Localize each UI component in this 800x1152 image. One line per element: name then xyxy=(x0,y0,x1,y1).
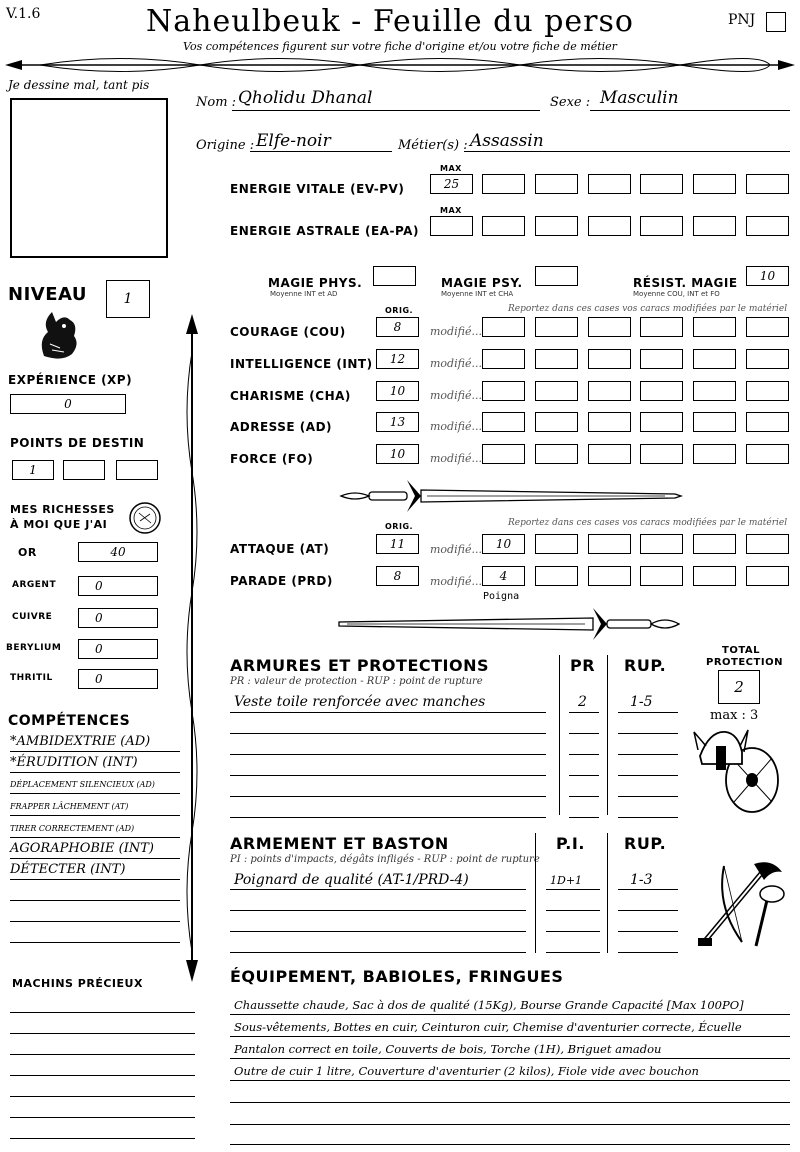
berylium-label: BERYLIUM xyxy=(6,643,62,653)
coin-icon xyxy=(128,501,162,535)
ev-value: 25 xyxy=(443,177,460,191)
xp-value: 0 xyxy=(64,397,72,411)
sword-icon xyxy=(335,478,685,514)
argent-value: 0 xyxy=(95,579,103,593)
carac-value: 8 xyxy=(393,320,402,334)
carac-mod-box[interactable] xyxy=(482,381,525,401)
resist-magie-box[interactable] xyxy=(746,266,789,286)
metier-value[interactable]: Assassin xyxy=(470,131,544,151)
arme-rup[interactable]: 1-3 xyxy=(630,872,653,888)
staff-icon xyxy=(180,312,204,984)
carac-value: 10 xyxy=(389,447,406,461)
combat-orig-box[interactable] xyxy=(376,534,419,554)
richesses-label-1: MES RICHESSES xyxy=(10,503,115,516)
equipement-line[interactable]: Pantalon correct en toile, Couverts de bois, Torche (1H), Briguet amadou xyxy=(234,1042,662,1056)
carac-mod-box[interactable] xyxy=(535,444,578,464)
carac-label: CHARISME (CHA) xyxy=(230,389,351,403)
pnj-label: PNJ xyxy=(728,12,756,28)
magie-psy-sub: Moyenne INT et CHA xyxy=(441,290,514,298)
metier-label: Métier(s) : xyxy=(398,138,468,153)
nom-label: Nom : xyxy=(196,95,237,110)
carac-value: 12 xyxy=(389,352,406,366)
argent-label: ARGENT xyxy=(12,580,57,590)
carac-orig-box[interactable] xyxy=(376,381,419,401)
combat-mod-box[interactable] xyxy=(482,534,525,554)
page-title: Naheulbeuk - Feuille du perso xyxy=(146,4,634,39)
portrait-box[interactable] xyxy=(10,98,168,258)
carac-orig-box[interactable] xyxy=(376,349,419,369)
magie-phys-label: MAGIE PHYS. xyxy=(268,276,363,290)
armement-sub: PI : points d'impacts, dégâts infligés - RUP : point de rupture xyxy=(230,854,540,865)
destin-box-2[interactable] xyxy=(63,460,105,480)
destin-label: POINTS DE DESTIN xyxy=(10,436,145,450)
carac-mod-box[interactable] xyxy=(482,444,525,464)
carac-modifie: modifié... xyxy=(430,420,482,433)
competence-item[interactable]: AGORAPHOBIE (INT) xyxy=(10,841,154,856)
combat-label: PARADE (PRD) xyxy=(230,574,333,588)
carac-mod-box[interactable] xyxy=(640,381,683,401)
portrait-caption: Je dessine mal, tant pis xyxy=(8,78,150,92)
page-subtitle: Vos compétences figurent sur votre fiche d'origine et/ou votre fiche de métier xyxy=(183,40,617,53)
arme-pi[interactable]: 1D+1 xyxy=(550,874,583,887)
total-protection-box[interactable] xyxy=(718,670,760,704)
carac-orig-box[interactable] xyxy=(376,317,419,337)
carac-mod-box[interactable] xyxy=(588,412,631,432)
carac-modifie: modifié... xyxy=(430,357,482,370)
equipement-line[interactable]: Chaussette chaude, Sac à dos de qualité (15Kg), Bourse Grande Capacité [Max 100PO] xyxy=(234,998,744,1012)
carac-mod-box[interactable] xyxy=(535,317,578,337)
armure-rup[interactable]: 1-5 xyxy=(630,694,653,710)
or-value: 40 xyxy=(110,545,126,559)
cuivre-value: 0 xyxy=(95,611,103,625)
equipement-line[interactable]: Outre de cuir 1 litre, Couverture d'aventurier (2 kilos), Fiole vide avec bouchon xyxy=(234,1064,699,1078)
origine-label: Origine : xyxy=(196,138,255,153)
equipement-title: ÉQUIPEMENT, BABIOLES, FRINGUES xyxy=(230,967,564,986)
armures-title: ARMURES ET PROTECTIONS xyxy=(230,656,489,675)
carac-note: Reportez dans ces cases vos caracs modifiées par le matériel xyxy=(508,304,788,314)
combat-weapon-note: Poigna xyxy=(483,591,520,602)
carac-mod-box[interactable] xyxy=(693,412,736,432)
carac-mod-box[interactable] xyxy=(746,412,789,432)
destin-box-1[interactable] xyxy=(12,460,54,480)
weapons-icon xyxy=(694,856,790,952)
combat-mod-box[interactable] xyxy=(640,534,683,554)
carac-mod-box[interactable] xyxy=(693,381,736,401)
ev-box-6[interactable] xyxy=(693,174,736,194)
niveau-box[interactable] xyxy=(106,280,150,318)
sword-icon xyxy=(335,606,685,642)
combat-mod-box[interactable] xyxy=(746,566,789,586)
combat-mod-value: 4 xyxy=(499,569,508,583)
combat-mod-box[interactable] xyxy=(693,534,736,554)
equipement-line[interactable]: Sous-vêtements, Bottes en cuir, Ceinturon cuir, Chemise d'aventurier correcte, Écuelle xyxy=(234,1020,742,1034)
destin-box-3[interactable] xyxy=(116,460,158,480)
carac-mod-box[interactable] xyxy=(588,381,631,401)
carac-mod-box[interactable] xyxy=(693,444,736,464)
ea-max-label: MAX xyxy=(440,206,462,215)
total-protection-label-1: TOTAL xyxy=(722,645,760,656)
richesses-label-2: À MOI QUE J'AI xyxy=(10,518,108,531)
spear-banner-icon xyxy=(0,54,800,76)
combat-modifie: modifié... xyxy=(430,543,482,556)
combat-mod-box[interactable] xyxy=(588,566,631,586)
ea-box-6[interactable] xyxy=(693,216,736,236)
carac-mod-box[interactable] xyxy=(693,349,736,369)
ea-label: ENERGIE ASTRALE (EA-PA) xyxy=(230,224,419,238)
carac-mod-box[interactable] xyxy=(640,444,683,464)
carac-mod-box[interactable] xyxy=(746,381,789,401)
resist-magie-sub: Moyenne COU, INT et FO xyxy=(633,290,720,298)
pnj-checkbox[interactable] xyxy=(766,12,786,32)
carac-mod-box[interactable] xyxy=(482,349,525,369)
combat-mod-value: 10 xyxy=(495,537,512,551)
carac-mod-box[interactable] xyxy=(640,412,683,432)
helmet-shield-icon xyxy=(692,724,788,820)
competence-item[interactable]: FRAPPER LÂCHEMENT (AT) xyxy=(10,802,129,811)
armures-sub: PR : valeur de protection - RUP : point de rupture xyxy=(230,676,483,687)
armement-col-pi: P.I. xyxy=(556,834,585,853)
max-protection-note: max : 3 xyxy=(710,708,759,723)
magie-phys-sub: Moyenne INT et AD xyxy=(270,290,338,298)
carac-mod-box[interactable] xyxy=(746,444,789,464)
sexe-value[interactable]: Masculin xyxy=(600,88,679,108)
carac-mod-box[interactable] xyxy=(640,349,683,369)
carac-mod-box[interactable] xyxy=(482,412,525,432)
machins-label: MACHINS PRÉCIEUX xyxy=(12,977,143,990)
magie-phys-box[interactable] xyxy=(373,266,416,286)
combat-mod-box[interactable] xyxy=(482,566,525,586)
armure-name[interactable]: Veste toile renforcée avec manches xyxy=(234,694,486,710)
competence-item[interactable]: DÉPLACEMENT SILENCIEUX (AD) xyxy=(10,780,155,789)
ea-box-5[interactable] xyxy=(640,216,683,236)
competence-item[interactable]: DÉTECTER (INT) xyxy=(10,862,126,877)
carac-orig-box[interactable] xyxy=(376,412,419,432)
magie-psy-label: MAGIE PSY. xyxy=(441,276,523,290)
competences-label: COMPÉTENCES xyxy=(8,713,131,729)
combat-mod-box[interactable] xyxy=(640,566,683,586)
carac-mod-box[interactable] xyxy=(535,349,578,369)
berylium-value: 0 xyxy=(95,642,103,656)
ea-max-box[interactable] xyxy=(430,216,473,236)
version-label: V.1.6 xyxy=(6,6,41,22)
arme-name[interactable]: Poignard de qualité (AT-1/PRD-4) xyxy=(234,872,469,888)
thritil-value: 0 xyxy=(95,672,103,686)
berylium-box[interactable] xyxy=(78,639,158,659)
competence-item[interactable]: *AMBIDEXTRIE (AD) xyxy=(10,734,151,749)
cuivre-box[interactable] xyxy=(78,608,158,628)
ev-box-2[interactable] xyxy=(482,174,525,194)
sexe-label: Sexe : xyxy=(550,95,591,110)
argent-box[interactable] xyxy=(78,576,158,596)
niveau-label: NIVEAU xyxy=(8,284,87,305)
ev-box-4[interactable] xyxy=(588,174,631,194)
ev-max-box[interactable] xyxy=(430,174,473,194)
combat-note: Reportez dans ces cases vos caracs modifiées par le matériel xyxy=(508,518,788,528)
combat-mod-box[interactable] xyxy=(746,534,789,554)
carac-mod-box[interactable] xyxy=(535,381,578,401)
destin-value: 1 xyxy=(29,463,37,477)
ev-box-7[interactable] xyxy=(746,174,789,194)
total-protection-value: 2 xyxy=(734,678,744,696)
carac-mod-box[interactable] xyxy=(746,349,789,369)
ea-box-3[interactable] xyxy=(535,216,578,236)
ea-box-2[interactable] xyxy=(482,216,525,236)
carac-mod-box[interactable] xyxy=(640,317,683,337)
carac-value: 10 xyxy=(389,384,406,398)
or-label: OR xyxy=(18,546,37,559)
carac-label: FORCE (FO) xyxy=(230,452,314,466)
combat-modifie: modifié... xyxy=(430,575,482,588)
combat-label: ATTAQUE (AT) xyxy=(230,542,330,556)
thritil-box[interactable] xyxy=(78,669,158,689)
cuivre-label: CUIVRE xyxy=(12,612,53,622)
combat-mod-box[interactable] xyxy=(693,566,736,586)
combat-mod-box[interactable] xyxy=(535,534,578,554)
carac-label: ADRESSE (AD) xyxy=(230,420,333,434)
ev-box-5[interactable] xyxy=(640,174,683,194)
ea-box-4[interactable] xyxy=(588,216,631,236)
armures-col-rup: RUP. xyxy=(624,656,667,675)
carac-modifie: modifié... xyxy=(430,325,482,338)
nom-value[interactable]: Qholidu Dhanal xyxy=(238,88,373,108)
carac-label: COURAGE (COU) xyxy=(230,325,346,339)
origine-value[interactable]: Elfe-noir xyxy=(256,131,331,151)
magie-psy-box[interactable] xyxy=(535,266,578,286)
armement-col-rup: RUP. xyxy=(624,834,667,853)
ea-box-7[interactable] xyxy=(746,216,789,236)
resist-magie-value: 10 xyxy=(759,269,776,283)
combat-orig-box[interactable] xyxy=(376,566,419,586)
competence-item[interactable]: TIRER CORRECTEMENT (AD) xyxy=(10,824,135,833)
carac-value: 13 xyxy=(389,415,406,429)
carac-mod-box[interactable] xyxy=(588,349,631,369)
carac-mod-box[interactable] xyxy=(693,317,736,337)
carac-label: INTELLIGENCE (INT) xyxy=(230,357,373,371)
combat-value: 11 xyxy=(389,537,406,551)
carac-modifie: modifié... xyxy=(430,389,482,402)
carac-mod-box[interactable] xyxy=(482,317,525,337)
carac-orig-label: ORIG. xyxy=(385,306,414,315)
carac-mod-box[interactable] xyxy=(535,412,578,432)
dragon-icon xyxy=(34,304,82,362)
total-protection-label-2: PROTECTION xyxy=(706,657,783,668)
ev-label: ENERGIE VITALE (EV-PV) xyxy=(230,182,405,196)
resist-magie-label: RÉSIST. MAGIE xyxy=(633,276,738,290)
carac-mod-box[interactable] xyxy=(588,317,631,337)
carac-mod-box[interactable] xyxy=(746,317,789,337)
armure-pr[interactable]: 2 xyxy=(578,694,587,710)
combat-orig-label: ORIG. xyxy=(385,522,414,531)
niveau-value: 1 xyxy=(123,291,133,307)
combat-value: 8 xyxy=(393,569,402,583)
combat-mod-box[interactable] xyxy=(588,534,631,554)
or-box[interactable] xyxy=(78,542,158,562)
thritil-label: THRITIL xyxy=(10,673,53,683)
armures-col-pr: PR xyxy=(570,656,596,675)
carac-mod-box[interactable] xyxy=(588,444,631,464)
carac-orig-box[interactable] xyxy=(376,444,419,464)
armement-title: ARMEMENT ET BASTON xyxy=(230,834,449,853)
competence-item[interactable]: *ÉRUDITION (INT) xyxy=(10,755,138,770)
xp-label: EXPÉRIENCE (XP) xyxy=(8,373,133,387)
ev-box-3[interactable] xyxy=(535,174,578,194)
combat-mod-box[interactable] xyxy=(535,566,578,586)
carac-modifie: modifié... xyxy=(430,452,482,465)
ev-max-label: MAX xyxy=(440,164,462,173)
xp-box[interactable] xyxy=(10,394,126,414)
